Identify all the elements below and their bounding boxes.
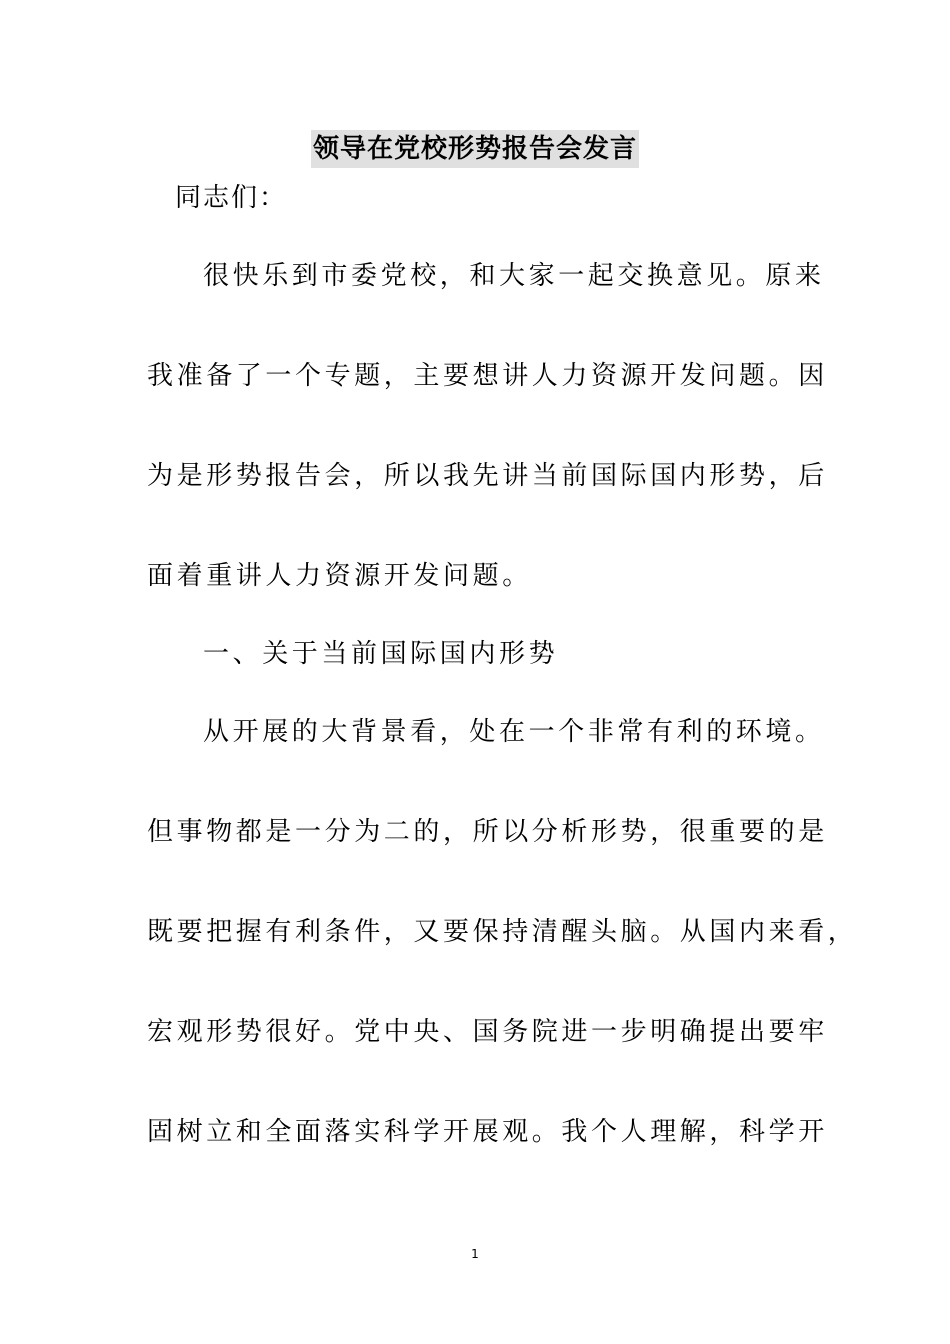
paragraph-line: 很快乐到市委党校，和大家一起交换意见。原来 xyxy=(203,261,825,291)
title-container xyxy=(0,130,950,168)
salutation: 同志们： xyxy=(175,183,288,213)
paragraph-line: 既要把握有利条件，又要保持清醒头脑。从国内来看， xyxy=(147,917,858,947)
page-number: 1 xyxy=(471,1247,479,1261)
paragraph-line: 宏观形势很好。党中央、国务院进一步明确提出要牢 xyxy=(147,1017,828,1047)
paragraph-line: 固树立和全面落实科学开展观。我个人理解，科学开 xyxy=(147,1117,828,1147)
document-title: 领导在党校形势报告会发言 xyxy=(311,130,639,168)
paragraph-line: 我准备了一个专题，主要想讲人力资源开发问题。因 xyxy=(147,361,828,391)
paragraph-line: 从开展的大背景看，处在一个非常有利的环境。 xyxy=(203,717,825,747)
paragraph-line: 为是形势报告会，所以我先讲当前国际国内形势，后 xyxy=(147,461,828,491)
paragraph-line: 面着重讲人力资源开发问题。 xyxy=(147,561,532,591)
section-heading: 一、关于当前国际国内形势 xyxy=(203,639,559,669)
paragraph-line: 但事物都是一分为二的，所以分析形势，很重要的是 xyxy=(147,817,828,847)
